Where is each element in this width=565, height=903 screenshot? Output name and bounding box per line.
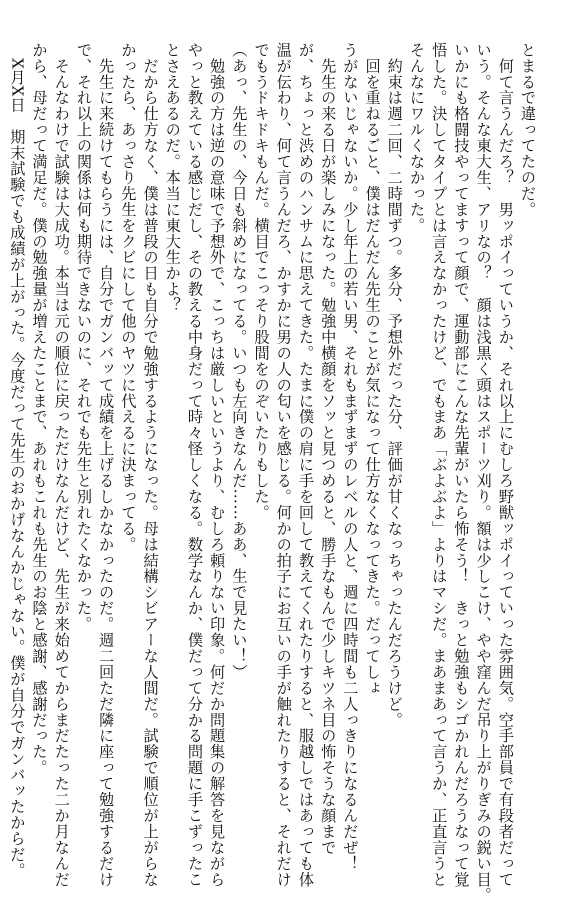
text-line: そんなにワルくなかった。 bbox=[407, 42, 426, 234]
text-line: かったら、あっさり先生をクビにして他のヤツに代えるに決まってる。 bbox=[119, 42, 138, 553]
text-line: で、それ以上の関係は何も期待できないのに、それでも先生と別れたくなかった。 bbox=[74, 42, 93, 633]
text-line: 先生に来続けてもらうには、自分でガンバッて成績を上げるしかなかったのだ。週二回ただ隣に座って勉強するだけ bbox=[97, 42, 116, 888]
text-line: うがないじゃないか。少し年上の若い男、それもまずまずのレベルの人と、週に四時間も二人っきりになるんだぜ！ bbox=[341, 42, 360, 872]
text-line: やっと教えている感じだし、その教える中身だって時々怪しくなる。数学なんか、僕だって分かる問題に手こずったこ bbox=[185, 42, 204, 888]
text-line: 悟した。決してタイプとは言えなかったけど、でもまあ「ぶよぶよ」よりはマシだ。まあまあって言うか、正直言うと bbox=[430, 42, 449, 888]
text-line: とさえあるのだ。本当に東大生かよ？ bbox=[163, 42, 182, 314]
text-line: いかにも格闘技やってますって顔で、運動部にこんな先輩がいたら怖そう！ きっと勉強もシゴかれんだろうなって覚 bbox=[452, 42, 471, 888]
text-line: 約束は週二回、二時間ずつ。多分、予想外だった分、評価が甘くなっちゃったんだろうけど。 bbox=[385, 42, 404, 728]
text-line: （あっ、先生の、今日も斜めになってる。いつも左向きなんだ……ああ、生で見たい！） bbox=[230, 42, 249, 680]
text-line: 回を重ねるごと、僕はだんだん先生のことが気になって仕方なくなってきた。だってしょ bbox=[363, 42, 382, 696]
text-line: いう。そんな東大生、アリなの？ 顔は浅黒く頭はスポーツ刈り。額は少しこけ、やや窪んだ吊り上がりぎみの鋭い目。 bbox=[474, 42, 493, 903]
text-line: だから仕方なく、僕は普段の日も自分で勉強するようになった。母は結構シビアーな人間だ。試験で順位が上がらな bbox=[141, 42, 160, 888]
text-line: 勉強の方は逆の意味で予想外で、こっちは厳しいというより、むしろ頼りない印象。何だか問題集の解答を見ながら bbox=[208, 42, 227, 888]
text-line: 先生の来る日が楽しみになった。勉強中横顔をソッと見つめると、勝手なもんで少しキツネ目の怖そうな顔まで bbox=[319, 42, 338, 856]
vertical-text-body bbox=[8, 42, 539, 903]
text-line: とまるで違ってたのだ。 bbox=[519, 42, 537, 218]
text-line: 温が伝わり、何て言うんだろ、かすかに男の人の匂いを感じる。何かの拍子にお互いの手が触れたりすると、それだけ bbox=[274, 42, 293, 888]
text-line: 何て言うんだろ？ 男ッポイっていうか、それ以上にむしろ野獣ッポイっていった雰囲気。空手部員で有段者だって bbox=[496, 42, 515, 888]
text-line: でもうドキドキもんだ。横目でこっそり股間をのぞいたりもした。 bbox=[252, 42, 271, 521]
text-line: から、母だって満足だ。僕の勉強量が増えたことまで、あれもこれも先生のお陰と感謝、感謝だった。 bbox=[30, 42, 49, 776]
text-line: が、ちょっと渋めのハンサムに思えてきた。たまに僕の肩に手を回して教えてくれたりすると、服越しではあっても体 bbox=[296, 42, 315, 888]
text-line: そんなわけで試験は大成功。本当は元の順位に戻っただけなんだけど、先生が来始めてからまだたった二か月なんだ bbox=[52, 42, 71, 888]
text-line: X月X日 期末試験でも成績が上がった。今度だって先生のおかげなんかじゃない。僕が自分でガンバッたからだ。 bbox=[8, 42, 27, 879]
